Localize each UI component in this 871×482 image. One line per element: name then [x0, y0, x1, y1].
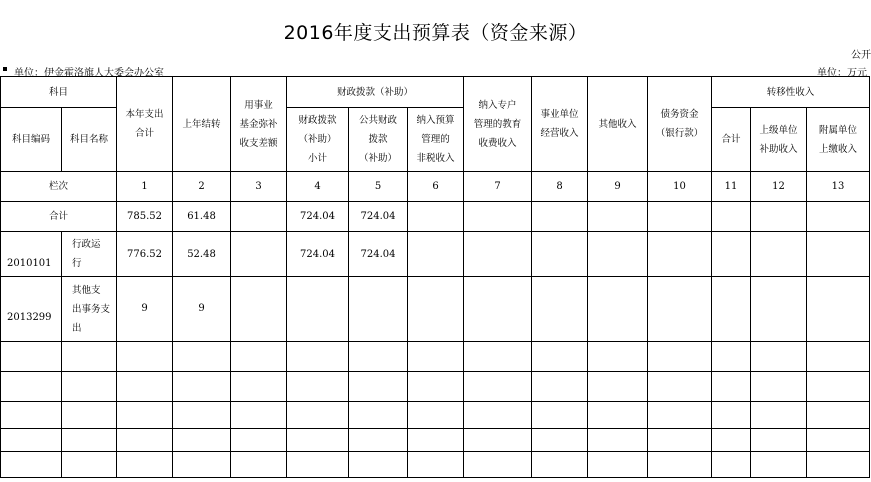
- table-cell: 9: [173, 277, 231, 342]
- table-cell: [231, 202, 287, 232]
- table-cell: [349, 277, 408, 342]
- empty-row: [1, 452, 870, 478]
- row-name: 其他支 出事务支 出: [62, 277, 117, 342]
- table-cell: 785.52: [117, 202, 173, 232]
- column-index-cell: 13: [807, 172, 870, 202]
- empty-row: [1, 342, 870, 372]
- column-index-cell: 8: [532, 172, 588, 202]
- table-cell: [588, 232, 648, 277]
- table-cell: [751, 277, 807, 342]
- table-cell: [712, 277, 751, 342]
- header-fiscal: 财政拨款（补助）: [287, 77, 464, 108]
- table-cell: [231, 277, 287, 342]
- column-index-cell: 11: [712, 172, 751, 202]
- table-cell: 724.04: [287, 232, 349, 277]
- bullet-icon: [3, 67, 7, 71]
- column-index-cell: 3: [231, 172, 287, 202]
- header-other: 其他收入: [588, 77, 648, 172]
- page-title: 2016年度支出预算表（资金来源）: [283, 22, 588, 44]
- header-transfer: 转移性收入: [712, 77, 870, 108]
- column-index-cell: 12: [751, 172, 807, 202]
- header-subject-name: 科目名称: [62, 108, 117, 172]
- table-row: [1, 277, 870, 342]
- column-index-cell: 1: [117, 172, 173, 202]
- table-cell: [648, 277, 712, 342]
- table-cell: [751, 202, 807, 232]
- column-index-cell: 4: [287, 172, 349, 202]
- table-cell: [408, 202, 464, 232]
- table-cell: [648, 232, 712, 277]
- unit-money: 单位：万元: [817, 68, 867, 79]
- header-transfer-total: 合计: [712, 108, 751, 172]
- table-cell: [588, 277, 648, 342]
- column-index-cell: 6: [408, 172, 464, 202]
- unit-org: 单位：伊金霍洛旗人大委会办公室: [14, 68, 164, 79]
- table-cell: 61.48: [173, 202, 231, 232]
- header-fund: 用事业 基金弥补 收支差额: [231, 77, 287, 172]
- budget-table: [0, 76, 870, 478]
- table-cell: [648, 202, 712, 232]
- header-subject: 科目: [1, 77, 117, 108]
- header-operation: 事业单位 经营收入: [532, 77, 588, 172]
- table-cell: [464, 277, 532, 342]
- table-cell: 776.52: [117, 232, 173, 277]
- header-debt: 债务资金 （银行款）: [648, 77, 712, 172]
- row-total-label: 合计: [1, 202, 117, 232]
- column-index-label: 栏次: [1, 172, 117, 202]
- empty-row: [1, 372, 870, 402]
- header-public-fiscal: 公共财政 拨款 （补助）: [349, 108, 408, 172]
- row-code: 2010101: [1, 232, 62, 277]
- empty-row: [1, 402, 870, 429]
- header-affiliated: 附属单位 上缴收入: [807, 108, 870, 172]
- row-code: 2013299: [1, 277, 62, 342]
- table-row: [1, 202, 870, 232]
- table-cell: [408, 232, 464, 277]
- row-name: 行政运 行: [62, 232, 117, 277]
- table-cell: [231, 232, 287, 277]
- table-cell: [807, 232, 870, 277]
- table-cell: [712, 202, 751, 232]
- table-cell: [408, 277, 464, 342]
- table-cell: [464, 202, 532, 232]
- table-cell: 724.04: [349, 202, 408, 232]
- corner-label: 公开: [851, 50, 871, 61]
- column-index-cell: 10: [648, 172, 712, 202]
- table-cell: 52.48: [173, 232, 231, 277]
- table-cell: [532, 232, 588, 277]
- table-cell: [807, 202, 870, 232]
- column-index-cell: 7: [464, 172, 532, 202]
- column-index-cell: 9: [588, 172, 648, 202]
- empty-row: [1, 429, 870, 452]
- table-cell: 9: [117, 277, 173, 342]
- table-cell: 724.04: [287, 202, 349, 232]
- header-subject-code: 科目编码: [1, 108, 62, 172]
- table-cell: 724.04: [349, 232, 408, 277]
- table-cell: [807, 277, 870, 342]
- header-total: 本年支出 合计: [117, 77, 173, 172]
- table-row: [1, 232, 870, 277]
- table-cell: [588, 202, 648, 232]
- header-upper: 上级单位 补助收入: [751, 108, 807, 172]
- column-index-cell: 2: [173, 172, 231, 202]
- table-cell: [751, 232, 807, 277]
- header-special: 纳入专户 管理的教育 收费收入: [464, 77, 532, 172]
- table-cell: [532, 277, 588, 342]
- table-cell: [712, 232, 751, 277]
- column-index-cell: 5: [349, 172, 408, 202]
- header-carryover: 上年结转: [173, 77, 231, 172]
- table-cell: [287, 277, 349, 342]
- table-cell: [464, 232, 532, 277]
- header-nontax: 纳入预算 管理的 非税收入: [408, 108, 464, 172]
- table-cell: [532, 202, 588, 232]
- header-fiscal-subtotal: 财政拨款 （补助） 小计: [287, 108, 349, 172]
